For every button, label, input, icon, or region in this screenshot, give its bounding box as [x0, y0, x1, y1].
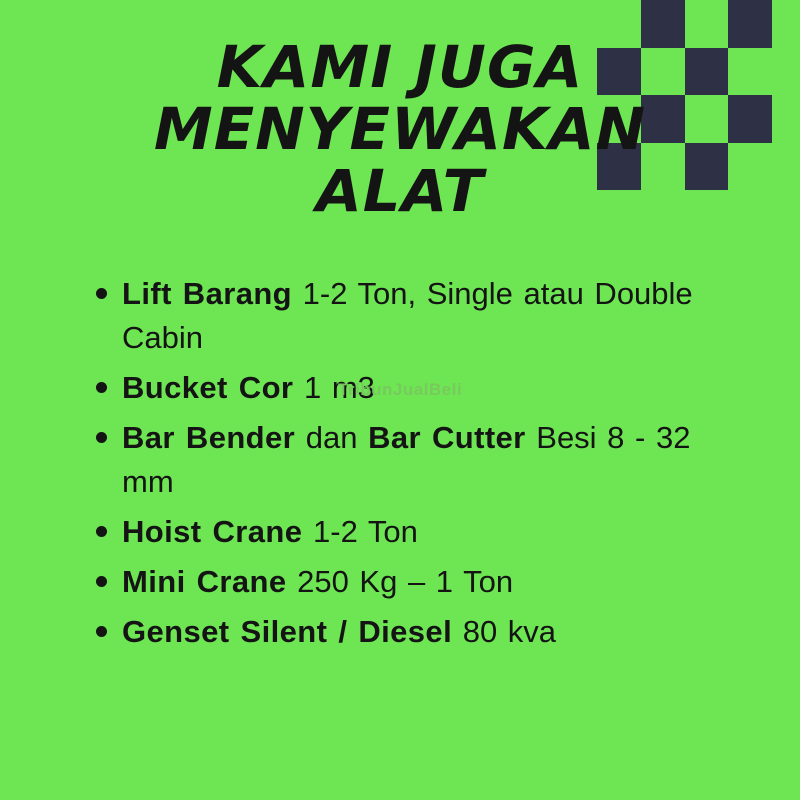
- bullet-icon: [96, 366, 122, 393]
- list-item-text: [122, 416, 744, 504]
- list-item-regular: 1-2 Ton: [302, 514, 418, 550]
- heading-line-2: MENYEWAKAN: [153, 95, 647, 163]
- list-item-regular: dan: [295, 420, 369, 456]
- list-item: [96, 416, 744, 504]
- list-item-regular: 1 m3: [293, 370, 375, 406]
- bullet-icon: [96, 272, 122, 299]
- bullet-icon: [96, 510, 122, 537]
- list-item: [96, 510, 744, 554]
- list-item-text: [122, 510, 744, 554]
- bullet-icon: [96, 610, 122, 637]
- list-item-bold-2: Bar Cutter: [368, 420, 526, 456]
- list-item-bold: Bucket Cor: [122, 370, 294, 406]
- list-item-text: [122, 560, 744, 604]
- list-item-bold: Genset Silent / Diesel: [122, 614, 453, 650]
- list-item: [96, 610, 744, 654]
- list-item-regular: 1-2 Ton, Single atau Double Cabin: [122, 276, 693, 356]
- list-item-bold: Bar Bender: [122, 420, 296, 456]
- heading-line-3: ALAT: [315, 157, 485, 225]
- heading-line-1: KAMI JUGA: [216, 33, 584, 101]
- watermark: TribunJualBeli: [337, 380, 463, 399]
- bullet-icon: [96, 416, 122, 443]
- list-item-text: [122, 610, 744, 654]
- list-item-regular: 250 Kg – 1 Ton: [286, 564, 514, 600]
- list-item-bold: Hoist Crane: [122, 514, 303, 550]
- list-item-bold: Lift Barang: [122, 276, 293, 311]
- list-item-text: [122, 366, 744, 410]
- list-item-regular: 80 kva: [452, 614, 557, 650]
- list-item-regular-2: Besi 8 - 32 mm: [122, 420, 691, 500]
- list-item-text: [122, 272, 744, 360]
- poster-heading: [0, 33, 800, 225]
- list-item: [96, 272, 744, 360]
- equipment-list: [96, 272, 744, 660]
- list-item: [96, 560, 744, 604]
- list-item-bold: Mini Crane: [122, 564, 287, 600]
- list-item: [96, 366, 744, 410]
- bullet-icon: [96, 560, 122, 587]
